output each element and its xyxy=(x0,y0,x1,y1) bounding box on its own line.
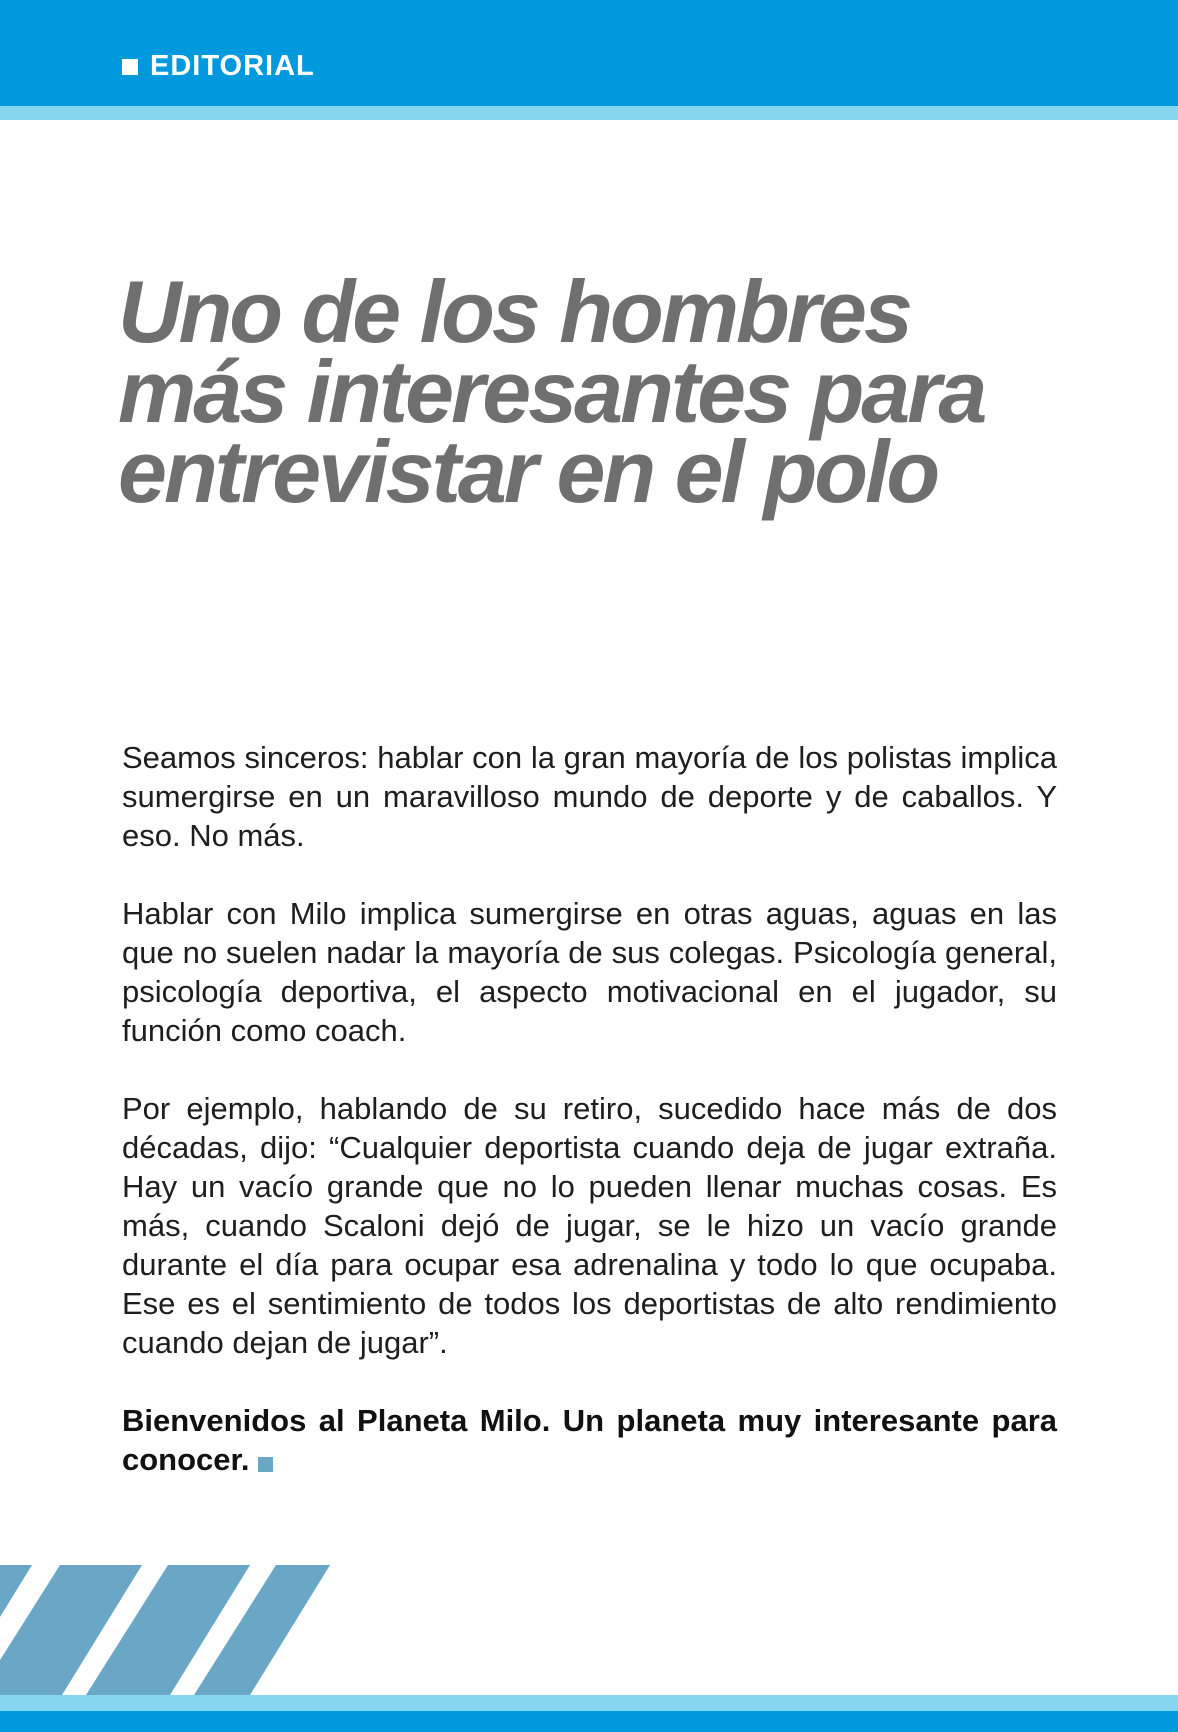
header-accent-stripe xyxy=(0,106,1178,120)
footer-accent-stripe xyxy=(0,1695,1178,1711)
diagonal-stripes-decoration xyxy=(0,1565,340,1695)
footer-bar xyxy=(0,1711,1178,1732)
closing-paragraph xyxy=(122,1401,1057,1479)
paragraph-3: Por ejemplo, hablando de su retiro, sucedido hace más de dos décadas, dijo: “Cualquier deportista cuando deja de jugar extraña. Hay un vacío grande que no lo pueden llenar muchas cosas. Es más, cuando Scaloni dejó de jugar, se le hizo un vacío grande durante el día para ocupar esa adrenalina y todo lo que ocupaba. Ese es el sentimiento de todos los deportistas de alto rendimiento cuando dejan de jugar”. xyxy=(122,1091,1057,1360)
closing-text: Bienvenidos al Planeta Milo. Un planeta muy interesante para conocer. xyxy=(122,1403,1057,1477)
end-mark-icon xyxy=(258,1457,273,1472)
paragraph-2: Hablar con Milo implica sumergirse en otras aguas, aguas en las que no suelen nadar la mayoría de sus colegas. Psicología general, psicología deportiva, el aspecto motivacional en el jugador, su función como coach. xyxy=(122,896,1057,1048)
paragraph-1: Seamos sinceros: hablar con la gran mayoría de los polistas implica sumergirse en un maravilloso mundo de deporte y de caballos. Y eso. No más. xyxy=(122,740,1057,853)
section-label xyxy=(122,50,315,83)
square-bullet-icon xyxy=(122,59,138,75)
article-body xyxy=(122,738,1057,1518)
article-headline: Uno de los hombres más interesantes para entrevistar en el polo xyxy=(118,262,985,521)
section-title: EDITORIAL xyxy=(150,50,315,82)
